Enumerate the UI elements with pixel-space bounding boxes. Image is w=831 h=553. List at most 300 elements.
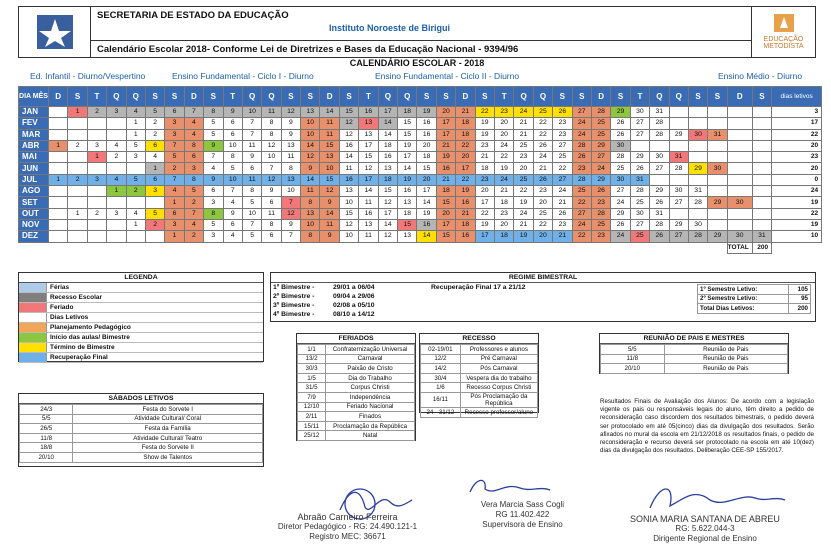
day-cell: 31 bbox=[650, 208, 669, 219]
day-cell: 22 bbox=[572, 197, 591, 208]
month-row bbox=[19, 140, 822, 151]
day-cell: 27 bbox=[553, 174, 572, 185]
day-cell: 11 bbox=[262, 107, 281, 118]
day-cell: 7 bbox=[281, 197, 300, 208]
day-cell: 1 bbox=[107, 186, 126, 197]
day-cell: 23 bbox=[533, 186, 552, 197]
semestre-row: 1º Semestre Letivo: 105 bbox=[698, 285, 811, 295]
legend-swatch bbox=[19, 313, 47, 322]
day-cell: 28 bbox=[650, 129, 669, 140]
weekday-header: D bbox=[591, 87, 610, 107]
day-cell: 12 bbox=[320, 186, 339, 197]
day-cell: 27 bbox=[611, 186, 630, 197]
day-cell: 21 bbox=[475, 152, 494, 163]
day-cell: 13 bbox=[320, 152, 339, 163]
day-cell: 17 bbox=[475, 231, 494, 242]
day-cell: 15 bbox=[339, 107, 358, 118]
dias-letivos-value: 20 bbox=[772, 140, 822, 151]
day-cell: 17 bbox=[378, 208, 397, 219]
day-cell: 30 bbox=[669, 186, 688, 197]
day-cell: 26 bbox=[591, 186, 610, 197]
day-cell: 1 bbox=[68, 107, 87, 118]
day-cell: 5 bbox=[126, 140, 145, 151]
day-cell: 8 bbox=[184, 140, 203, 151]
day-cell: 1 bbox=[126, 219, 145, 230]
day-cell: 29 bbox=[650, 186, 669, 197]
day-cell: 6 bbox=[223, 129, 242, 140]
day-cell: 28 bbox=[630, 186, 649, 197]
day-cell: 13 bbox=[301, 107, 320, 118]
day-cell: 24 bbox=[611, 197, 630, 208]
day-cell: 7 bbox=[223, 186, 242, 197]
reuniao-row: 5/5 Reunião de Pais bbox=[601, 345, 788, 355]
dias-letivos-value: 19 bbox=[772, 219, 822, 230]
day-cell: 9 bbox=[281, 118, 300, 129]
day-cell: 27 bbox=[572, 107, 591, 118]
weekday-header: D bbox=[184, 87, 203, 107]
day-cell: 4 bbox=[165, 186, 184, 197]
month-row bbox=[19, 107, 822, 118]
day-cell: 9 bbox=[301, 163, 320, 174]
sabados-row: 18/8 Festa do Sorvete II bbox=[20, 443, 263, 453]
weekday-header: D bbox=[49, 87, 68, 107]
feriados-title: FERIADOS bbox=[297, 334, 415, 344]
bimestre-row: 4º Bimestre - 08/10 a 14/12 bbox=[273, 311, 375, 318]
day-cell: 29 bbox=[708, 197, 727, 208]
day-cell: 29 bbox=[669, 129, 688, 140]
day-cell: 20 bbox=[533, 231, 552, 242]
sabados-row: 20/10 Show de Talentos bbox=[20, 452, 263, 462]
month-label: MAR bbox=[19, 129, 49, 140]
day-cell: 15 bbox=[398, 219, 417, 230]
day-cell: 19 bbox=[417, 107, 436, 118]
day-cell: 26 bbox=[553, 107, 572, 118]
feriados bbox=[296, 333, 416, 441]
day-cell: 28 bbox=[591, 107, 610, 118]
day-cell: 24 bbox=[494, 174, 513, 185]
day-cell: 17 bbox=[417, 186, 436, 197]
day-cell: 17 bbox=[436, 118, 455, 129]
day-cell: 22 bbox=[553, 163, 572, 174]
day-cell: 16 bbox=[456, 231, 475, 242]
day-cell: 21 bbox=[436, 140, 455, 151]
day-cell: 9 bbox=[242, 152, 261, 163]
semestre-row: Total Dias Letivos: 200 bbox=[698, 304, 811, 314]
day-cell: 6 bbox=[145, 174, 164, 185]
recesso-row: 12/2 Pré Carnaval bbox=[421, 354, 538, 364]
day-cell: 25 bbox=[630, 197, 649, 208]
sig3-name: SONIA MARIA SANTANA DE ABREU bbox=[630, 514, 780, 524]
legend-item: Término de Bimestre bbox=[19, 343, 263, 353]
day-cell: 14 bbox=[378, 219, 397, 230]
day-cell: 23 bbox=[553, 129, 572, 140]
legend-swatch bbox=[19, 353, 47, 362]
day-cell: 3 bbox=[145, 186, 164, 197]
day-cell: 13 bbox=[398, 231, 417, 242]
sabados-row: 5/5 Atividade Cultural/ Coral bbox=[20, 414, 263, 424]
signature-3 bbox=[605, 514, 805, 544]
day-cell: 13 bbox=[281, 140, 300, 151]
day-cell: 7 bbox=[262, 163, 281, 174]
month-row bbox=[19, 197, 822, 208]
day-cell: 22 bbox=[456, 140, 475, 151]
day-cell: 8 bbox=[262, 219, 281, 230]
day-cell: 7 bbox=[242, 219, 261, 230]
sig3-role: Dirigente Regional de Ensino bbox=[653, 534, 757, 543]
day-cell: 18 bbox=[417, 152, 436, 163]
day-cell: 16 bbox=[417, 129, 436, 140]
weekday-header: S bbox=[165, 87, 184, 107]
month-row bbox=[19, 231, 822, 242]
day-cell: 20 bbox=[436, 107, 455, 118]
feriados-row: 12/10 Feriado Nacional bbox=[298, 402, 415, 412]
month-row bbox=[19, 174, 822, 185]
recesso-row: 16/11 Pós Proclamação da República bbox=[421, 392, 538, 407]
month-row bbox=[19, 186, 822, 197]
day-cell: 4 bbox=[107, 140, 126, 151]
legend-swatch bbox=[19, 293, 47, 302]
state-crest-logo bbox=[19, 7, 91, 57]
feriados-row: 1/1 Confraternização Universal bbox=[298, 345, 415, 355]
day-cell: 18 bbox=[378, 174, 397, 185]
day-cell: 30 bbox=[611, 174, 630, 185]
day-cell: 24 bbox=[611, 231, 630, 242]
day-cell: 20 bbox=[494, 129, 513, 140]
day-cell: 9 bbox=[223, 107, 242, 118]
day-cell: 28 bbox=[688, 197, 707, 208]
day-cell: 21 bbox=[514, 219, 533, 230]
legend bbox=[18, 272, 264, 362]
sabados-row: 24/3 Festa do Sorvete I bbox=[20, 405, 263, 415]
month-label: ABR bbox=[19, 140, 49, 151]
day-cell: 21 bbox=[456, 107, 475, 118]
sig3-rg: RG: 5.622.044-3 bbox=[675, 524, 735, 533]
day-cell: 3 bbox=[165, 118, 184, 129]
month-label: DEZ bbox=[19, 231, 49, 242]
day-cell: 3 bbox=[184, 163, 203, 174]
sabados-row: 11/8 Atividade Cultural/ Teatro bbox=[20, 433, 263, 443]
day-cell: 10 bbox=[262, 152, 281, 163]
day-cell: 2 bbox=[184, 197, 203, 208]
day-cell: 19 bbox=[475, 118, 494, 129]
day-cell: 12 bbox=[262, 140, 281, 151]
day-cell: 22 bbox=[533, 129, 552, 140]
day-cell: 14 bbox=[301, 174, 320, 185]
day-cell: 10 bbox=[281, 186, 300, 197]
legend-item: Recesso Escolar bbox=[19, 293, 263, 303]
feriados-row: 31/5 Corpus Christi bbox=[298, 383, 415, 393]
recesso-row: 02-19/01 Professores e alunos bbox=[421, 345, 538, 355]
day-cell: 20 bbox=[417, 140, 436, 151]
day-cell: 30 bbox=[650, 152, 669, 163]
day-cell: 31 bbox=[650, 107, 669, 118]
day-cell: 1 bbox=[165, 197, 184, 208]
day-cell: 28 bbox=[591, 208, 610, 219]
day-cell: 8 bbox=[204, 107, 223, 118]
calendar-title: CALENDÁRIO ESCOLAR - 2018 bbox=[349, 58, 485, 68]
day-cell: 11 bbox=[320, 118, 339, 129]
legend-title: LEGENDA bbox=[19, 273, 263, 283]
day-cell: 25 bbox=[533, 107, 552, 118]
legend-swatch bbox=[19, 303, 47, 312]
day-cell: 10 bbox=[301, 118, 320, 129]
day-cell: 27 bbox=[630, 219, 649, 230]
day-cell: 19 bbox=[436, 152, 455, 163]
day-cell: 1 bbox=[68, 208, 87, 219]
day-cell: 3 bbox=[165, 219, 184, 230]
instituto-name: Instituto Noroeste de Birigui bbox=[329, 23, 451, 33]
dias-letivos-value: 20 bbox=[772, 163, 822, 174]
recesso-row: 30/4 Vespera dia do trabalho bbox=[421, 373, 538, 383]
day-cell: 11 bbox=[242, 140, 261, 151]
month-row bbox=[19, 129, 822, 140]
day-cell: 19 bbox=[417, 208, 436, 219]
day-cell: 6 bbox=[184, 152, 203, 163]
day-cell: 4 bbox=[223, 231, 242, 242]
day-cell: 3 bbox=[204, 197, 223, 208]
day-cell: 14 bbox=[320, 208, 339, 219]
day-cell: 8 bbox=[262, 129, 281, 140]
day-cell: 6 bbox=[262, 197, 281, 208]
day-cell: 2 bbox=[87, 107, 106, 118]
day-cell: 7 bbox=[184, 208, 203, 219]
day-cell: 25 bbox=[591, 118, 610, 129]
day-cell: 31 bbox=[669, 152, 688, 163]
day-cell: 24 bbox=[572, 129, 591, 140]
day-cell: 5 bbox=[184, 186, 203, 197]
day-cell: 23 bbox=[591, 231, 610, 242]
day-cell: 29 bbox=[611, 208, 630, 219]
total-value: 200 bbox=[752, 242, 771, 253]
day-cell: 27 bbox=[669, 197, 688, 208]
day-cell: 18 bbox=[494, 197, 513, 208]
day-cell: 17 bbox=[378, 107, 397, 118]
day-cell: 2 bbox=[165, 163, 184, 174]
day-cell: 24 bbox=[533, 152, 552, 163]
day-cell: 7 bbox=[165, 140, 184, 151]
weekday-header: S bbox=[611, 87, 630, 107]
feriados-row: 30/3 Paixão de Cristo bbox=[298, 364, 415, 374]
signature-3-mark bbox=[640, 478, 790, 518]
day-cell: 12 bbox=[301, 152, 320, 163]
day-cell: 28 bbox=[572, 140, 591, 151]
day-cell: 24 bbox=[494, 140, 513, 151]
day-cell: 23 bbox=[475, 140, 494, 151]
reuniao-row: 11/8 Reunião de Pais bbox=[601, 354, 788, 364]
day-cell: 8 bbox=[223, 152, 242, 163]
day-cell: 1 bbox=[126, 118, 145, 129]
reuniao-title: REUNIÃO DE PAIS E MESTRES bbox=[600, 334, 788, 344]
day-cell: 18 bbox=[398, 208, 417, 219]
header bbox=[18, 6, 816, 58]
day-cell: 26 bbox=[650, 231, 669, 242]
day-cell: 14 bbox=[320, 107, 339, 118]
day-cell: 24 bbox=[514, 107, 533, 118]
legend-item: Férias bbox=[19, 283, 263, 293]
day-cell: 7 bbox=[204, 152, 223, 163]
month-label: JAN bbox=[19, 107, 49, 118]
day-cell: 20 bbox=[514, 163, 533, 174]
day-cell: 13 bbox=[359, 219, 378, 230]
day-cell: 14 bbox=[359, 186, 378, 197]
day-cell: 14 bbox=[378, 118, 397, 129]
day-cell: 28 bbox=[572, 174, 591, 185]
legend-swatch bbox=[19, 323, 47, 332]
day-cell: 31 bbox=[752, 231, 771, 242]
day-cell: 9 bbox=[281, 219, 300, 230]
day-cell: 16 bbox=[417, 219, 436, 230]
day-cell: 6 bbox=[204, 186, 223, 197]
signature-2-mark bbox=[465, 474, 555, 502]
day-cell: 16 bbox=[398, 186, 417, 197]
weekday-header: S bbox=[553, 87, 572, 107]
day-cell: 15 bbox=[436, 197, 455, 208]
metodista-logo bbox=[751, 7, 815, 57]
month-label: FEV bbox=[19, 118, 49, 129]
day-cell: 18 bbox=[456, 118, 475, 129]
day-cell: 30 bbox=[611, 140, 630, 151]
level-ciclo1: Ensino Fundamental - Ciclo I - Diurno bbox=[172, 71, 314, 81]
weekday-header: Q bbox=[669, 87, 688, 107]
weekday-header: S bbox=[417, 87, 436, 107]
dias-letivos-value: 24 bbox=[772, 186, 822, 197]
day-cell: 30 bbox=[727, 197, 752, 208]
day-cell: 29 bbox=[591, 174, 610, 185]
dias-letivos-value: 19 bbox=[772, 197, 822, 208]
day-cell: 25 bbox=[591, 219, 610, 230]
day-cell: 20 bbox=[533, 197, 552, 208]
level-infantil: Ed. Infantil - Diurno/Vespertino bbox=[30, 71, 146, 81]
day-cell: 9 bbox=[262, 186, 281, 197]
day-cell: 8 bbox=[301, 197, 320, 208]
day-cell: 29 bbox=[591, 140, 610, 151]
day-cell: 27 bbox=[591, 152, 610, 163]
day-cell: 2 bbox=[68, 140, 87, 151]
day-cell: 16 bbox=[417, 118, 436, 129]
day-cell: 5 bbox=[126, 174, 145, 185]
day-cell: 26 bbox=[611, 219, 630, 230]
secretaria-title: SECRETARIA DE ESTADO DA EDUCAÇÃO bbox=[97, 10, 289, 21]
day-cell: 27 bbox=[553, 140, 572, 151]
sabados-row: 26/5 Festa da Família bbox=[20, 424, 263, 434]
day-cell: 26 bbox=[533, 174, 552, 185]
day-cell: 23 bbox=[572, 163, 591, 174]
day-cell: 13 bbox=[281, 174, 300, 185]
recesso-row: 24 - 31/12 Recesso professor/aluno bbox=[421, 407, 538, 417]
day-cell: 27 bbox=[630, 118, 649, 129]
day-cell: 19 bbox=[475, 129, 494, 140]
day-cell: 5 bbox=[223, 163, 242, 174]
day-cell: 14 bbox=[398, 163, 417, 174]
day-cell: 20 bbox=[494, 219, 513, 230]
day-cell: 13 bbox=[301, 208, 320, 219]
day-cell: 12 bbox=[339, 118, 358, 129]
month-label: SET bbox=[19, 197, 49, 208]
day-cell: 18 bbox=[456, 219, 475, 230]
feriados-row: 13/2 Carnaval bbox=[298, 354, 415, 364]
day-cell: 4 bbox=[184, 219, 203, 230]
day-cell: 26 bbox=[533, 140, 552, 151]
day-cell: 15 bbox=[378, 186, 397, 197]
day-cell: 2 bbox=[68, 174, 87, 185]
day-cell: 8 bbox=[262, 118, 281, 129]
day-cell: 11 bbox=[320, 129, 339, 140]
day-cell: 27 bbox=[669, 231, 688, 242]
sig1-name: Abraão Carneiro Ferreira bbox=[297, 512, 398, 522]
recuperacao-final: Recuperação Final 17 a 21/12 bbox=[431, 284, 526, 291]
weekday-header: S bbox=[339, 87, 358, 107]
day-cell: 5 bbox=[165, 152, 184, 163]
day-cell: 24 bbox=[514, 208, 533, 219]
day-cell: 21 bbox=[553, 197, 572, 208]
day-cell: 20 bbox=[494, 118, 513, 129]
corner-cell: DIA MÊS bbox=[19, 87, 49, 107]
day-cell: 18 bbox=[436, 186, 455, 197]
weekday-header: Q bbox=[514, 87, 533, 107]
month-row bbox=[19, 208, 822, 219]
weekday-header: S bbox=[688, 87, 707, 107]
day-cell: 9 bbox=[320, 197, 339, 208]
day-cell: 17 bbox=[436, 219, 455, 230]
day-cell: 15 bbox=[436, 231, 455, 242]
day-cell: 17 bbox=[359, 174, 378, 185]
day-cell: 9 bbox=[281, 129, 300, 140]
month-label: JUL bbox=[19, 174, 49, 185]
day-cell: 3 bbox=[107, 208, 126, 219]
day-cell: 16 bbox=[339, 174, 358, 185]
day-cell: 21 bbox=[436, 174, 455, 185]
day-cell: 4 bbox=[184, 118, 203, 129]
day-cell: 30 bbox=[630, 107, 649, 118]
day-cell: 26 bbox=[611, 118, 630, 129]
day-cell: 19 bbox=[456, 186, 475, 197]
day-cell: 22 bbox=[475, 208, 494, 219]
brand-line2: METODISTA bbox=[763, 43, 804, 50]
day-cell: 20 bbox=[475, 186, 494, 197]
sabados-letivos bbox=[18, 393, 264, 467]
day-cell: 7 bbox=[242, 129, 261, 140]
day-cell: 18 bbox=[475, 163, 494, 174]
day-cell: 10 bbox=[223, 140, 242, 151]
calendar-grid bbox=[18, 86, 822, 254]
day-cell: 13 bbox=[339, 186, 358, 197]
day-cell: 8 bbox=[301, 231, 320, 242]
day-cell: 10 bbox=[223, 174, 242, 185]
feriados-row: 7/9 Independência bbox=[298, 392, 415, 402]
day-cell: 17 bbox=[475, 197, 494, 208]
weekday-header: Q bbox=[533, 87, 552, 107]
dias-letivos-value: 17 bbox=[772, 118, 822, 129]
day-cell: 14 bbox=[339, 152, 358, 163]
day-cell: 1 bbox=[165, 231, 184, 242]
legend-item: Feriado bbox=[19, 303, 263, 313]
day-cell: 9 bbox=[223, 208, 242, 219]
day-cell: 22 bbox=[494, 152, 513, 163]
day-cell: 21 bbox=[514, 129, 533, 140]
sig2-rg: RG 11.402.422 bbox=[495, 510, 550, 519]
day-cell: 6 bbox=[242, 163, 261, 174]
legend-item: Planejamento Pedagógico bbox=[19, 323, 263, 333]
day-cell: 21 bbox=[553, 231, 572, 242]
day-cell: 16 bbox=[359, 107, 378, 118]
level-ciclo2: Ensino Fundamental - Ciclo II - Diurno bbox=[375, 71, 520, 81]
month-row bbox=[19, 152, 822, 163]
day-cell: 21 bbox=[533, 163, 552, 174]
day-cell: 1 bbox=[49, 174, 68, 185]
day-cell: 23 bbox=[514, 152, 533, 163]
feriados-row: 25/12 Natal bbox=[298, 431, 415, 441]
day-cell: 17 bbox=[359, 140, 378, 151]
